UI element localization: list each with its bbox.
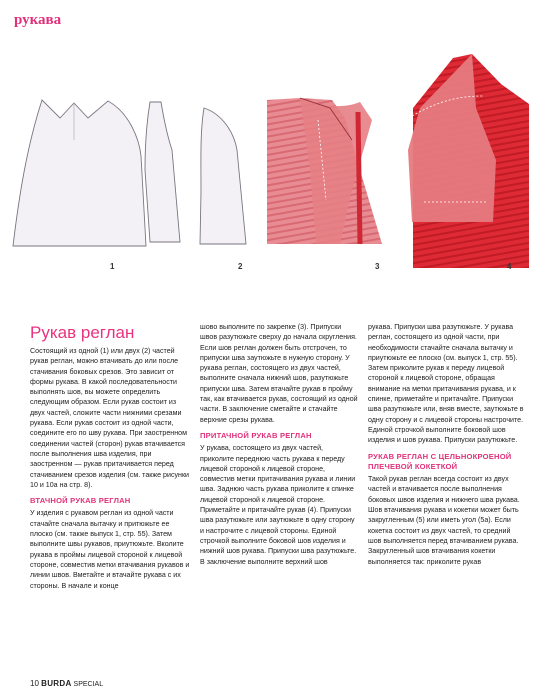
section-tag: рукава: [14, 12, 62, 28]
paragraph: шово выполните по закрепке (3). Припуски швов разутюжьте сверху до начала скругления. Если шов реглан должен быть отстрочен, то припуски шва заутюжьте в нужную сторону. У рукава реглан, состоящего из двух частей, выполните сначала нижний шов, разутюжьте припуски шва. Затем втачайте рукав в пройму так, как втачивается рукав, состоящий из одной части. В заключение сметайте и стачайте верхние срезы рукава.: [200, 323, 358, 424]
paragraph: Такой рукав реглан всегда состоит из двух частей и втачивается после выполнения боковых швов изделия и нижнего шва рукава. Шов втачивания рукава и кокетки может быть закругленным (5) или иметь угол (5а). Если кокетка состоит из двух частей, то средний шов выполняется перед втачиванием рукава. Закругленный шов втачивания кокетки выполняется так: приколите рукав: [368, 475, 520, 566]
paragraph: Состоящий из одной (1) или двух (2) частей рукав реглан, можно втачивать до или после стачивания боковых срезов. Это зависит от формы рукава. В какой последовательности выполнять шов, вы можете определить следующим образом. Если рукав состоит из двух частей, сложите части нижними срезами рукава. Если рукав состоит из одной части, соедините его по шву рукава. При заостренном соединении частей (сторон) рукав втачивается после выполнения шва изделия, при заостренном — рукав притачивается перед стачиванием срезов изделия (см. также рисунки 10 и 10а на стр. 8).: [30, 347, 190, 489]
brand-edition: SPECIAL: [73, 681, 104, 688]
article-body: [30, 322, 525, 678]
paragraph: У рукава, состоящего из двух частей, приколите переднюю часть рукава к переду лицевой стороной к лицевой стороне, совместив метки притачивания рукава и линии шва. Заднюю часть рукава приколите к спинке лицевой стороной к лицевой стороне. Приметайте и притачайте рукав (4). Припуски шва разутюжьте или заутюжьте в одну сторону и настрочите с лицевой стороны. Единой строчкой выполните боковой шов изделия и нижний шов рукава. Припуски шва разутюжьте. В заключение выполните верхний шов: [200, 444, 357, 566]
figure-4-illustration: [408, 54, 529, 268]
figure-number-2: 2: [238, 262, 243, 271]
figure-2-pattern: [145, 102, 246, 244]
figure-number-4: 4: [507, 262, 512, 271]
column-2: [200, 322, 358, 567]
illustrations: [0, 0, 541, 280]
subheading-set-in-raglan: ВТАЧНОЙ РУКАВ РЕГЛАН: [30, 496, 131, 506]
figure-1-pattern: [13, 100, 146, 246]
figure-number-1: 1: [110, 262, 115, 271]
page-number: 10: [30, 679, 39, 688]
paragraph: У изделия с рукавом реглан из одной части стачайте сначала вытачку и притюжьте ее плоско (см. также выпуск 1, стр. 55). Затем выполните швы рукавов, приутюжьте. Вколите рукава в проймы лицевой стороной к лицевой стороне, совместив метки втачивания рукавов и линии швов. Вметайте и втачайте рукава с их стороны. В начале и конце: [30, 509, 190, 590]
column-3: [368, 322, 525, 567]
figure-number-3: 3: [375, 262, 380, 271]
article-title: Рукав реглан: [30, 323, 135, 342]
subheading-sewn-on-raglan: ПРИТАЧНОЙ РУКАВ РЕГЛАН: [200, 430, 312, 440]
page-footer: [30, 679, 103, 688]
subheading-raglan-with-yoke: РУКАВ РЕГЛАН С ЦЕЛЬНОКРОЕНОЙ ПЛЕЧЕВОЙ КОКЕТКОЙ: [368, 451, 512, 471]
paragraph: рукава. Припуски шва разутюжьте. У рукава реглан, состоящего из одной части, при необходимости стачайте сначала вытачку и приутюжьте ее плоско (см. выпуск 1, стр. 55). Затем приколите рукав к переду лицевой стороной к лицевой стороне, обращая внимание на метки притачивания рукава, и к спинке, приметайте и притачайте. Припуски шва разутюжьте или, вняв вместе, заутюжьте в одну сторону и с лицевой стороны настрочите. Единой строчкой выполните боковой шов изделия и шов рукава. Припуски разутюжьте.: [368, 323, 524, 445]
brand-name: BURDA: [41, 679, 72, 688]
column-1: [30, 322, 190, 591]
figure-3-illustration: [267, 98, 382, 244]
